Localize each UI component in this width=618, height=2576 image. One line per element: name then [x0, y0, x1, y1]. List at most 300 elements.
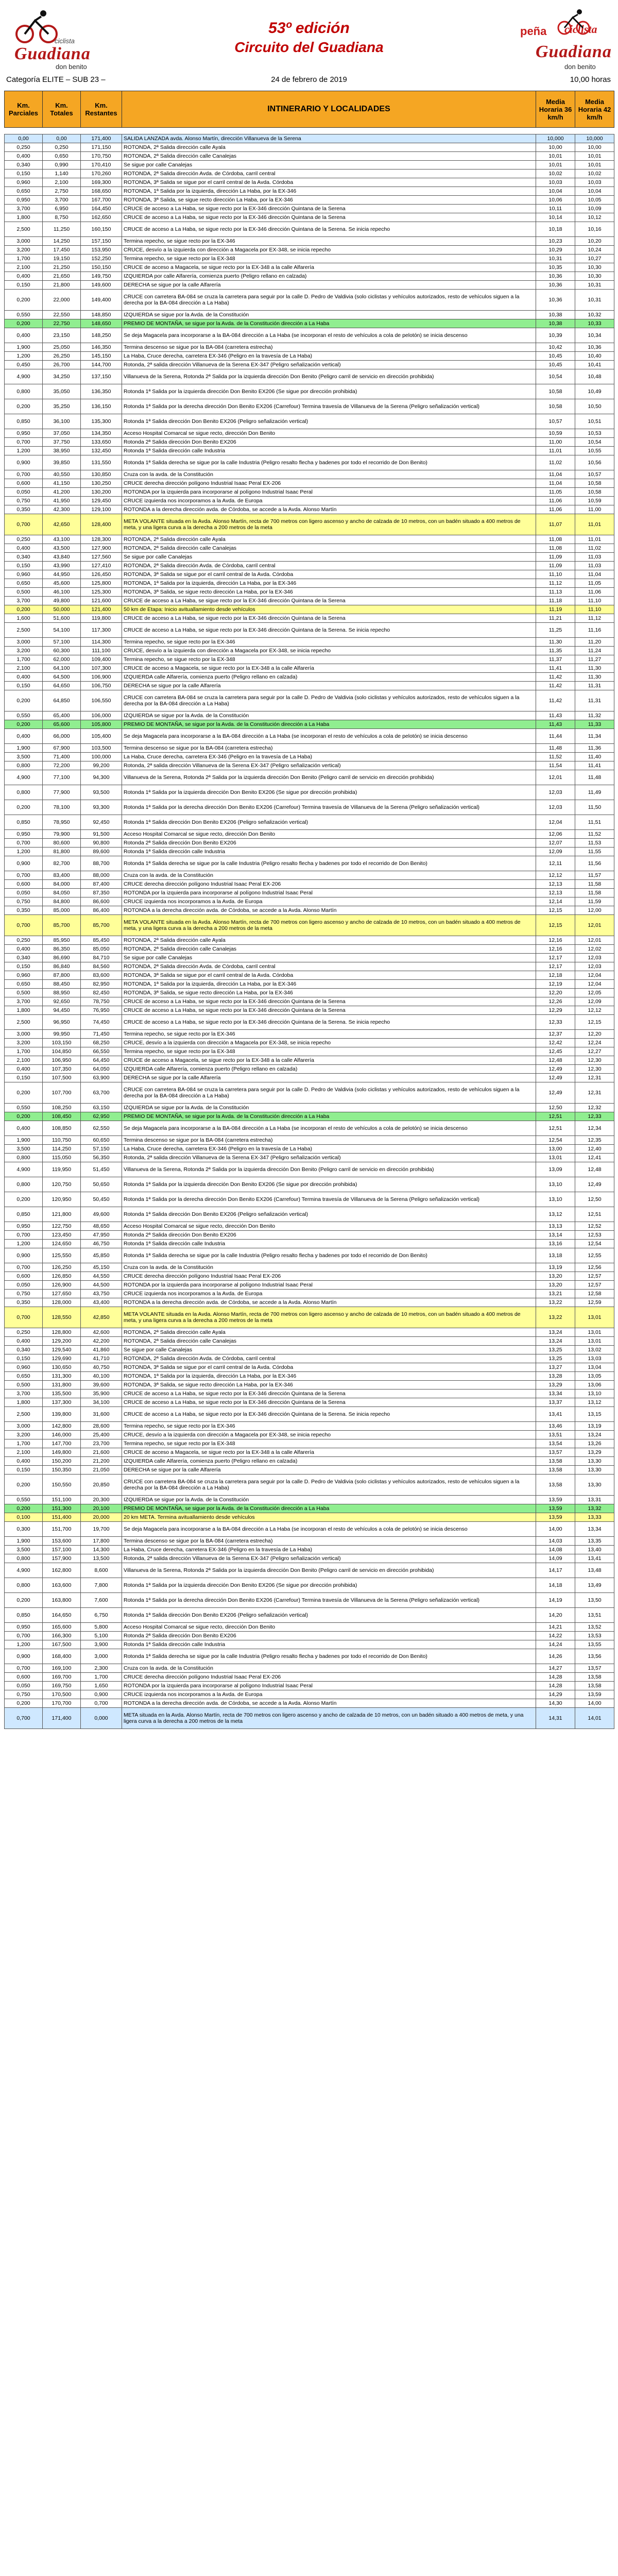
km-parcial-cell: 0,800 [5, 761, 43, 770]
km-restante-cell: 63,150 [81, 1104, 122, 1112]
time-42-cell: 11,58 [575, 880, 614, 889]
itinerary-cell: ROTONDA, 1ª Salida por la izquierda, dirección La Haba, por la EX-346 [122, 187, 536, 196]
cyclist-logo-icon [556, 9, 592, 35]
km-total-cell: 50,000 [43, 605, 81, 614]
itinerary-cell: ROTONDA, 2ª Salida dirección calle Canalejas [122, 945, 536, 954]
km-total-cell: 169,750 [43, 1682, 81, 1690]
itinerary-cell: CRUCE con carretera BA-084 se cruza la carretera para seguir por la calle D. Pedro de Valdivia (solo ciclistas y vehículos autorizados, resto de vehículos siguen a la derecha por la BA-084 dirección a La Haba) [122, 1475, 536, 1496]
time-42-cell: 13,01 [575, 1307, 614, 1328]
table-row [5, 897, 614, 906]
itinerary-cell: Villanueva de la Serena, Rotonda 2ª Salida por la izquierda dirección Don Benito (Peligro carril de servicio en dirección prohibida) [122, 1563, 536, 1578]
km-restante-cell: 19,700 [81, 1522, 122, 1537]
table-row [5, 638, 614, 647]
km-restante-cell: 21,200 [81, 1457, 122, 1466]
time-36-cell: 13,00 [536, 1145, 575, 1154]
time-36-cell: 13,59 [536, 1504, 575, 1513]
km-total-cell: 0,650 [43, 152, 81, 161]
km-parcial-cell: 3,700 [5, 205, 43, 213]
km-total-cell: 64,500 [43, 673, 81, 682]
time-42-cell: 13,32 [575, 1504, 614, 1513]
itinerary-cell: Acceso Hospital Comarcal se sigue recto, dirección Don Benito [122, 429, 536, 438]
time-42-cell: 11,10 [575, 605, 614, 614]
table-row [5, 1145, 614, 1154]
time-36-cell: 10,45 [536, 352, 575, 361]
table-row [5, 384, 614, 399]
km-restante-cell: 63,700 [81, 1082, 122, 1104]
itinerary-cell: CRUCE de acceso a La Haba, se sigue recto por la EX-346 dirección Quintana de la Serena [122, 614, 536, 623]
time-36-cell: 14,19 [536, 1593, 575, 1608]
itinerary-cell: Termina repecho, se sigue recto por la EX-348 [122, 1439, 536, 1448]
time-36-cell: 13,37 [536, 1398, 575, 1407]
itinerary-cell: Rotonda 2ª Salida dirección Don Benito EX206 [122, 1231, 536, 1240]
km-restante-cell: 164,450 [81, 205, 122, 213]
table-row [5, 570, 614, 579]
time-42-cell: 12,00 [575, 906, 614, 915]
time-42-cell: 12,56 [575, 1263, 614, 1272]
time-42-cell: 12,34 [575, 1121, 614, 1136]
itinerary-cell: Termina repecho, se sigue recto por la EX-348 [122, 655, 536, 664]
km-parcial-cell: 3,000 [5, 237, 43, 246]
table-row [5, 1690, 614, 1699]
km-restante-cell: 170,410 [81, 161, 122, 170]
km-parcial-cell: 0,750 [5, 497, 43, 505]
km-restante-cell: 42,850 [81, 1307, 122, 1328]
time-42-cell: 11,59 [575, 897, 614, 906]
km-parcial-cell: 0,400 [5, 152, 43, 161]
table-row [5, 544, 614, 553]
km-restante-cell: 57,150 [81, 1145, 122, 1154]
table-row [5, 839, 614, 848]
km-total-cell: 153,600 [43, 1537, 81, 1546]
km-restante-cell: 62,550 [81, 1121, 122, 1136]
table-spacer-row [5, 128, 614, 134]
time-36-cell: 13,10 [536, 1177, 575, 1192]
table-row [5, 352, 614, 361]
time-42-cell: 10,57 [575, 470, 614, 479]
time-36-cell: 12,45 [536, 1047, 575, 1056]
km-restante-cell: 41,710 [81, 1354, 122, 1363]
time-36-cell: 10,18 [536, 222, 575, 237]
table-row [5, 729, 614, 744]
km-total-cell: 37,050 [43, 429, 81, 438]
km-total-cell: 51,600 [43, 614, 81, 623]
km-parcial-cell: 1,200 [5, 848, 43, 856]
itinerary-cell: CRUCE, desvío a la izquierda con dirección a Magacela por EX-348, se inicia repecho [122, 647, 536, 655]
table-row [5, 1563, 614, 1578]
km-restante-cell: 78,750 [81, 997, 122, 1006]
time-42-cell: 11,06 [575, 588, 614, 597]
time-36-cell: 12,11 [536, 856, 575, 871]
km-restante-cell: 168,650 [81, 187, 122, 196]
time-42-cell: 11,34 [575, 729, 614, 744]
time-36-cell: 10,36 [536, 272, 575, 281]
km-parcial-cell: 0,950 [5, 196, 43, 205]
km-total-cell: 43,500 [43, 544, 81, 553]
km-parcial-cell: 0,900 [5, 856, 43, 871]
itinerary-cell: IZQUIERDA calle Alfarería, comienza puerto (Peligro rellano en calzada) [122, 673, 536, 682]
km-restante-cell: 93,300 [81, 800, 122, 815]
table-row [5, 1640, 614, 1649]
itinerary-cell: IZQUIERDA se sigue por la Avda. de la Constitución [122, 711, 536, 720]
table-row [5, 915, 614, 936]
km-parcial-cell: 3,500 [5, 1145, 43, 1154]
km-total-cell: 49,800 [43, 597, 81, 605]
table-row [5, 815, 614, 830]
km-restante-cell: 43,750 [81, 1290, 122, 1298]
time-42-cell: 10,09 [575, 205, 614, 213]
km-total-cell: 108,850 [43, 1121, 81, 1136]
km-parcial-cell: 0,200 [5, 1504, 43, 1513]
km-restante-cell: 82,450 [81, 989, 122, 997]
km-total-cell: 123,450 [43, 1231, 81, 1240]
table-row [5, 1337, 614, 1346]
time-42-cell: 13,53 [575, 1632, 614, 1640]
table-row [5, 1121, 614, 1136]
time-36-cell: 11,07 [536, 514, 575, 535]
time-42-cell: 11,56 [575, 856, 614, 871]
table-row [5, 369, 614, 384]
time-36-cell: 13,57 [536, 1448, 575, 1457]
km-total-cell: 107,350 [43, 1065, 81, 1074]
itinerary-cell: CRUCE de acceso a La Haba, se sigue recto por la EX-346 dirección Quintana de la Serena [122, 1398, 536, 1407]
time-36-cell: 10,38 [536, 311, 575, 319]
table-row [5, 281, 614, 290]
table-row [5, 1298, 614, 1307]
km-parcial-cell: 0,960 [5, 971, 43, 980]
itinerary-cell: ROTONDA, 1ª Salida por la izquierda, dirección La Haba, por la EX-346 [122, 579, 536, 588]
table-row [5, 196, 614, 205]
itinerary-cell: ROTONDA, 2ª Salida dirección calle Ayala [122, 1328, 536, 1337]
table-row [5, 479, 614, 488]
km-total-cell: 165,600 [43, 1623, 81, 1632]
time-36-cell: 11,00 [536, 438, 575, 447]
itinerary-cell: Rotonda 1ª Salida dirección Don Benito EX206 (Peligro señalización vertical) [122, 1207, 536, 1222]
time-42-cell: 13,59 [575, 1690, 614, 1699]
table-row [5, 514, 614, 535]
km-parcial-cell: 0,200 [5, 1593, 43, 1608]
km-restante-cell: 136,350 [81, 384, 122, 399]
time-42-cell: 13,34 [575, 1522, 614, 1537]
time-42-cell: 11,20 [575, 638, 614, 647]
km-total-cell: 150,200 [43, 1457, 81, 1466]
km-parcial-cell: 0,00 [5, 134, 43, 143]
itinerary-cell: ROTONDA, 2ª Salida dirección Avda. de Córdoba, carril central [122, 562, 536, 570]
table-row [5, 1457, 614, 1466]
table-row [5, 553, 614, 562]
table-row [5, 1082, 614, 1104]
itinerary-cell: ROTONDA, 2ª Salida dirección calle Ayala [122, 535, 536, 544]
time-36-cell: 14,00 [536, 1522, 575, 1537]
time-42-cell: 11,30 [575, 673, 614, 682]
itinerary-cell: ROTONDA, 2ª Salida dirección calle Ayala [122, 936, 536, 945]
km-restante-cell: 171,400 [81, 134, 122, 143]
time-36-cell: 10,01 [536, 152, 575, 161]
itinerary-cell: PREMIO DE MONTAÑA, se sigue por la Avda. de la Constitución dirección a La Haba [122, 1112, 536, 1121]
km-restante-cell: 42,200 [81, 1337, 122, 1346]
km-restante-cell: 133,650 [81, 438, 122, 447]
km-total-cell: 147,700 [43, 1439, 81, 1448]
table-row [5, 1112, 614, 1121]
time-42-cell: 11,50 [575, 800, 614, 815]
table-row [5, 588, 614, 597]
km-parcial-cell: 0,400 [5, 328, 43, 343]
km-total-cell: 146,000 [43, 1431, 81, 1439]
km-total-cell: 150,350 [43, 1466, 81, 1475]
col-km-totales: Km. Totales [43, 91, 81, 128]
km-parcial-cell: 1,800 [5, 1398, 43, 1407]
table-row [5, 143, 614, 152]
km-parcial-cell: 0,950 [5, 1222, 43, 1231]
km-parcial-cell: 0,650 [5, 579, 43, 588]
km-total-cell: 85,700 [43, 915, 81, 936]
time-36-cell: 10,45 [536, 361, 575, 369]
km-restante-cell: 153,950 [81, 246, 122, 255]
itinerary-cell: Rotonda, 2ª salida dirección Villanueva de la Serena EX-347 (Peligro señalización vertical) [122, 361, 536, 369]
km-restante-cell: 93,500 [81, 785, 122, 800]
itinerary-cell: IZQUIERDA se sigue por la Avda. de la Constitución [122, 1104, 536, 1112]
category-label: Categoría ELITE – SUB 23 – [6, 75, 106, 84]
time-36-cell: 12,16 [536, 936, 575, 945]
km-parcial-cell: 0,450 [5, 361, 43, 369]
itinerary-cell: 20 km META. Termina avituallamiento desde vehículos [122, 1513, 536, 1522]
time-42-cell: 10,36 [575, 343, 614, 352]
km-total-cell: 128,800 [43, 1328, 81, 1337]
time-36-cell: 11,01 [536, 447, 575, 455]
table-row [5, 1623, 614, 1632]
km-parcial-cell: 0,700 [5, 1231, 43, 1240]
km-parcial-cell: 0,700 [5, 1263, 43, 1272]
itinerary-cell: Se deja Magacela para incorporarse a la BA-084 dirección a La Haba (se incorporan el resto de vehículos a cola de pelotón) se inicia descenso [122, 1522, 536, 1537]
time-36-cell: 14,09 [536, 1554, 575, 1563]
km-restante-cell: 87,400 [81, 880, 122, 889]
time-42-cell: 13,40 [575, 1546, 614, 1554]
time-42-cell: 12,31 [575, 1074, 614, 1082]
km-restante-cell: 130,250 [81, 479, 122, 488]
km-parcial-cell: 0,600 [5, 1673, 43, 1682]
table-row [5, 1431, 614, 1439]
itinerary-cell: Rotonda 1ª Salida por la derecha dirección Don Benito EX206 (Carrefour) Termina travesía de Villanueva de la Serena (Peligro señalización vertical) [122, 800, 536, 815]
km-total-cell: 41,150 [43, 479, 81, 488]
km-restante-cell: 63,900 [81, 1074, 122, 1082]
itinerary-cell: CRUCE izquierda nos incorporamos a la Avda. de Europa [122, 1690, 536, 1699]
itinerary-cell: Termina repecho, se sigue recto por la EX-348 [122, 1047, 536, 1056]
itinerary-cell: ROTONDA, 2ª Salida dirección calle Ayala [122, 143, 536, 152]
km-total-cell: 171,400 [43, 1708, 81, 1729]
time-36-cell: 13,21 [536, 1290, 575, 1298]
km-restante-cell: 64,050 [81, 1065, 122, 1074]
time-42-cell: 13,01 [575, 1328, 614, 1337]
time-36-cell: 13,24 [536, 1328, 575, 1337]
km-total-cell: 114,250 [43, 1145, 81, 1154]
km-parcial-cell: 0,550 [5, 1104, 43, 1112]
km-parcial-cell: 0,340 [5, 553, 43, 562]
table-row [5, 1439, 614, 1448]
itinerary-cell: CRUCE de acceso a La Haba, se sigue recto por la EX-346 dirección Quintana de la Serena [122, 1006, 536, 1015]
time-42-cell: 10,40 [575, 352, 614, 361]
table-row [5, 753, 614, 761]
km-restante-cell: 25,400 [81, 1431, 122, 1439]
time-42-cell: 14,01 [575, 1708, 614, 1729]
km-total-cell: 42,650 [43, 514, 81, 535]
km-total-cell: 64,850 [43, 690, 81, 711]
table-row [5, 447, 614, 455]
time-36-cell: 14,26 [536, 1649, 575, 1664]
table-row [5, 470, 614, 479]
time-36-cell: 11,09 [536, 562, 575, 570]
km-restante-cell: 169,300 [81, 178, 122, 187]
table-header-row [5, 91, 614, 128]
itinerary-cell: CRUCE de acceso a Magacela, se sigue recto por la EX-348 a la calle Alfarería [122, 1056, 536, 1065]
km-total-cell: 66,000 [43, 729, 81, 744]
km-total-cell: 151,100 [43, 1496, 81, 1504]
table-row [5, 1546, 614, 1554]
time-42-cell: 13,52 [575, 1623, 614, 1632]
logo-right-name: Guadiana [536, 42, 612, 61]
km-total-cell: 57,100 [43, 638, 81, 647]
time-36-cell: 13,16 [536, 1240, 575, 1248]
itinerary-cell: ROTONDA, 3ª Salida se sigue por el carril central de la Avda. Córdoba [122, 971, 536, 980]
table-row [5, 1593, 614, 1608]
km-restante-cell: 146,350 [81, 343, 122, 352]
table-row [5, 187, 614, 196]
itinerary-cell: ROTONDA, 2ª Salida dirección Avda. de Córdoba, carril central [122, 962, 536, 971]
itinerary-cell: Rotonda 1ª Salida dirección Don Benito EX206 (Peligro señalización vertical) [122, 1608, 536, 1623]
table-row [5, 682, 614, 690]
km-parcial-cell: 0,750 [5, 897, 43, 906]
table-row [5, 1006, 614, 1015]
km-total-cell: 150,550 [43, 1475, 81, 1496]
km-parcial-cell: 1,200 [5, 352, 43, 361]
time-42-cell: 12,48 [575, 1162, 614, 1177]
km-parcial-cell: 0,050 [5, 1682, 43, 1690]
table-row [5, 1504, 614, 1513]
km-restante-cell: 40,750 [81, 1363, 122, 1372]
time-36-cell: 11,44 [536, 729, 575, 744]
km-restante-cell: 21,600 [81, 1448, 122, 1457]
km-restante-cell: 20,300 [81, 1496, 122, 1504]
table-row [5, 1240, 614, 1248]
km-parcial-cell: 3,200 [5, 647, 43, 655]
km-parcial-cell: 0,250 [5, 143, 43, 152]
km-restante-cell: 128,300 [81, 535, 122, 544]
km-total-cell: 6,950 [43, 205, 81, 213]
time-36-cell: 10,38 [536, 319, 575, 328]
km-total-cell: 43,100 [43, 535, 81, 544]
km-total-cell: 3,700 [43, 196, 81, 205]
km-parcial-cell: 0,850 [5, 1207, 43, 1222]
time-36-cell: 12,04 [536, 815, 575, 830]
time-36-cell: 12,54 [536, 1136, 575, 1145]
itinerary-cell: IZQUIERDA se sigue por la Avda. de la Constitución [122, 311, 536, 319]
km-restante-cell: 157,150 [81, 237, 122, 246]
km-parcial-cell: 1,700 [5, 255, 43, 263]
time-36-cell: 11,12 [536, 579, 575, 588]
itinerary-cell: Rotonda 1ª Salida derecha se sigue por la calle Industria (Peligro resalto flecha y badenes por todo el recorrido de Don Benito) [122, 856, 536, 871]
time-36-cell: 10,36 [536, 290, 575, 311]
time-42-cell: 12,01 [575, 915, 614, 936]
km-total-cell: 129,200 [43, 1337, 81, 1346]
km-parcial-cell: 0,800 [5, 1554, 43, 1563]
table-row [5, 1682, 614, 1690]
km-restante-cell: 0,000 [81, 1708, 122, 1729]
table-row [5, 328, 614, 343]
table-row [5, 1372, 614, 1381]
km-restante-cell: 0,900 [81, 1690, 122, 1699]
time-42-cell: 12,01 [575, 936, 614, 945]
itinerary-cell: Rotonda 1ª Salida derecha se sigue por la calle Industria (Peligro resalto flecha y badenes por todo el recorrido de Don Benito) [122, 1248, 536, 1263]
km-total-cell: 2,750 [43, 187, 81, 196]
time-36-cell: 14,03 [536, 1537, 575, 1546]
km-restante-cell: 106,550 [81, 690, 122, 711]
km-total-cell: 94,450 [43, 1006, 81, 1015]
km-parcial-cell: 0,400 [5, 1065, 43, 1074]
col-media-42: Media Horaria 42 km/h [575, 91, 614, 128]
time-36-cell: 12,13 [536, 889, 575, 897]
km-total-cell: 163,600 [43, 1578, 81, 1593]
km-total-cell: 170,500 [43, 1690, 81, 1699]
km-total-cell: 92,650 [43, 997, 81, 1006]
km-restante-cell: 137,150 [81, 369, 122, 384]
itinerary-cell: CRUCE izquierda nos incorporamos a la Avda. de Europa [122, 897, 536, 906]
time-42-cell: 11,57 [575, 871, 614, 880]
km-restante-cell: 127,900 [81, 544, 122, 553]
time-42-cell: 10,33 [575, 319, 614, 328]
table-row [5, 1281, 614, 1290]
km-restante-cell: 90,800 [81, 839, 122, 848]
itinerary-cell: La Haba, Cruce derecha, carretera EX-346 (Peligro en la travesía de La Haba) [122, 1546, 536, 1554]
km-total-cell: 157,900 [43, 1554, 81, 1563]
table-row [5, 1015, 614, 1030]
table-row [5, 889, 614, 897]
km-parcial-cell: 0,050 [5, 488, 43, 497]
time-36-cell: 13,51 [536, 1431, 575, 1439]
km-total-cell: 119,950 [43, 1162, 81, 1177]
km-restante-cell: 28,600 [81, 1422, 122, 1431]
table-row [5, 1699, 614, 1708]
km-total-cell: 22,550 [43, 311, 81, 319]
logo-left-place: don benito [56, 63, 87, 71]
itinerary-table [4, 91, 614, 1729]
itinerary-cell: ROTONDA, 3ª Salida, se sigue recto dirección La Haba, por la EX-346 [122, 196, 536, 205]
km-total-cell: 78,950 [43, 815, 81, 830]
table-row [5, 237, 614, 246]
itinerary-cell: ROTONDA por la izquierda para incorporarse al polígono Industrial Isaac Peral [122, 488, 536, 497]
km-total-cell: 41,200 [43, 488, 81, 497]
time-36-cell: 11,09 [536, 553, 575, 562]
km-parcial-cell: 0,960 [5, 570, 43, 579]
itinerary-cell: Cruza con la avda. de la Constitución [122, 1263, 536, 1272]
time-36-cell: 11,18 [536, 597, 575, 605]
table-row [5, 761, 614, 770]
itinerary-cell: Rotonda 1ª Salida dirección calle Industria [122, 447, 536, 455]
time-42-cell: 11,27 [575, 655, 614, 664]
table-row [5, 1513, 614, 1522]
table-row [5, 1448, 614, 1457]
km-total-cell: 14,250 [43, 237, 81, 246]
km-restante-cell: 62,950 [81, 1112, 122, 1121]
itinerary-cell: Termina descenso se sigue por la BA-084 (carretera estrecha) [122, 1136, 536, 1145]
club-logo-right [520, 9, 612, 71]
km-parcial-cell: 0,550 [5, 311, 43, 319]
km-restante-cell: 162,650 [81, 213, 122, 222]
time-36-cell: 13,59 [536, 1496, 575, 1504]
time-42-cell: 13,02 [575, 1346, 614, 1354]
time-42-cell: 10,01 [575, 152, 614, 161]
km-parcial-cell: 0,700 [5, 1632, 43, 1640]
table-row [5, 438, 614, 447]
itinerary-cell: CRUCE de acceso a La Haba, se sigue recto por la EX-346 dirección Quintana de la Serena. Se inicia repecho [122, 222, 536, 237]
km-parcial-cell: 0,960 [5, 178, 43, 187]
